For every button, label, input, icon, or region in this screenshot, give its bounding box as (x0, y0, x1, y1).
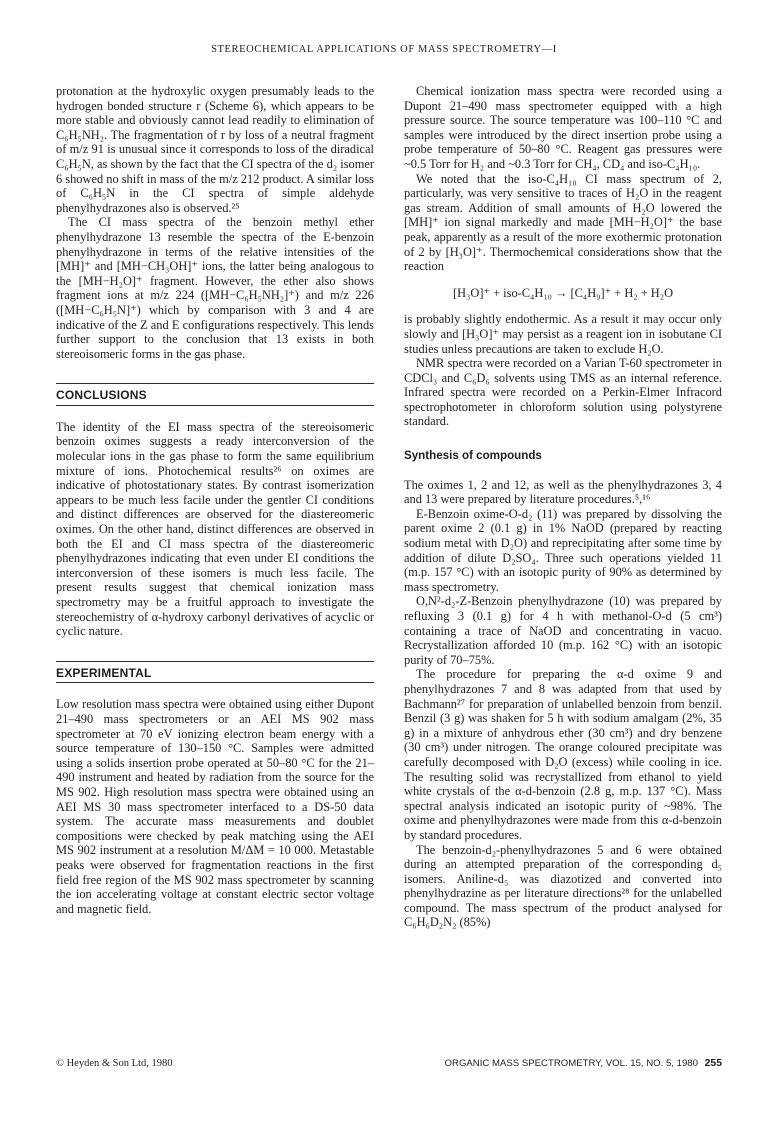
reaction-equation: [H₃O]⁺ + iso-C₄H₁₀ → [C₄H₉]⁺ + H₂ + H₂O (452, 285, 674, 300)
copyright-footer: © Heyden & Son Ltd, 1980 (56, 1058, 173, 1069)
journal-citation: ORGANIC MASS SPECTROMETRY, VOL. 15, NO. 5, 1980 (444, 1058, 698, 1069)
conclusions-heading: CONCLUSIONS (56, 388, 147, 403)
running-head: STEREOCHEMICAL APPLICATIONS OF MASS SPECTROMETRY—I (211, 44, 557, 55)
section-rule (56, 383, 374, 384)
heading-rule (56, 405, 374, 406)
body-paragraph: NMR spectra were recorded on a Varian T-60 spectrometer in CDCl₃ and C₆D₆ solvents using TMS as an internal reference. Infrared spectra were recorded on a Perkin-Elmer Infracord spectrophotometer in chloroform solution using polystyrene standard. (404, 356, 722, 429)
body-paragraph: protonation at the hydroxylic oxygen presumably leads to the hydrogen bonded structure r (Scheme 6), which appears to be more stable and obviously cannot lead readily to elimination of C₆H₅NH₂. The fragmentation of r by loss of a neutral fragment of m/z 91 is unusual since it corresponds to loss of the diradical C₆H₅N, as shown by the fact that the CI spectra of the d₂ isomer 6 showed no shift in mass of the m/z 212 product. A similar loss of C₆H₅N in the CI spectra of simple aldehyde phenylhydrazones also is observed.²⁵ (56, 84, 375, 215)
body-paragraph: Chemical ionization mass spectra were recorded using a Dupont 21–490 mass spectrometer equipped with a high pressure source. The source temperature was 100–110 °C and samples were introduced by the direct insertion probe using a probe temperature of 50–80 °C. Reagent gas pressures were ~0.5 Torr for H₂ and ~0.3 Torr for CH₄, CD₄ and iso-C₄H₁₀. (404, 84, 722, 171)
left-column (56, 84, 374, 916)
body-paragraph: E-Benzoin oxime-O-d₂ (11) was prepared by dissolving the parent oxime 2 (0.1 g) in 1% NaOD (prepared by reacting sodium metal with D₂O) and reprecipitating after some time by addition of dilute D₂SO₄. Three such operations yielded 11 (m.p. 157 °C) with an isotopic purity of 90% as determined by mass spectrometry. (404, 506, 722, 594)
journal-footer (404, 1058, 722, 1069)
body-paragraph: The procedure for preparing the α-d oxime 9 and phenylhydrazones 7 and 8 was adapted from that used by Bachmann²⁷ for preparation of unlabelled benzoin from benzil. Benzil (3 g) was shaken for 5 h with sodium amalgam (2%, 35 g) in a mixture of anhydrous ether (30 cm³) and dry benzene (30 cm³) under nitrogen. The orange coloured precipitate was carefully decomposed with D₂O (excess) while cooling in ice. The resulting solid was recrystallized from ethanol to yield white crystals of the α-d-benzoin (2.8 g, m.p. 137 °C). Mass spectral analysis indicated an isotopic purity of ~98%. The oxime and phenylhydrazones were made from this α-d-benzoin by standard procedures. (404, 667, 722, 842)
body-paragraph: is probably slightly endothermic. As a result it may occur only slowly and [H₃O]⁺ may persist as a reagent ion in isobutane CI studies unless precautions are taken to exclude H₂O. (404, 312, 722, 356)
body-paragraph: We noted that the iso-C₄H₁₀ CI mass spectrum of 2, particularly, was very sensitive to traces of H₂O in the reagent gas stream. Addition of small amounts of H₂O lowered the [MH]⁺ ion signal markedly and made [MH−H₂O]⁺ the base peak, apparently as a result of the more exothermic protonation of 2 by [H₃O]⁺. Thermochemical considerations show that the reaction (404, 171, 722, 274)
body-paragraph: O,N²-d₂-Z-Benzoin phenylhydrazone (10) was prepared by refluxing 3 (0.1 g) for 4 h with methanol-O-d (5 cm³) containing a trace of NaOD and concentrating in vacuo. Recrystallization afforded 10 (m.p. 162 °C) with an isotopic purity of 70–75%. (404, 594, 722, 667)
body-paragraph: The CI mass spectra of the benzoin methyl ether phenylhydrazone 13 resemble the spectra of the E-benzoin phenylhydrazone in terms of the relative intensities of the [MH]⁺ and [MH−CH₃OH]⁺ ions, the latter being analogous to the [MH−H₂O]⁺ fragment. However, the ether also shows fragment ions at m/z 224 ([MH−C₆H₅NH₂]⁺) and m/z 226 ([MH−C₆H₅N]⁺) which by comparison with 3 and 4 are indicative of the Z and E configurations respectively. This lends further support to the conclusion that 13 exists in both stereoisomeric forms in the gas phase. (56, 215, 374, 361)
body-paragraph: The benzoin-d₂-phenylhydrazones 5 and 6 were obtained during an attempted preparation of the corresponding d₅ isomers. Aniline-d₅ was diazotized and converted into phenylhydrazine as per literature directions²⁸ for the unlabelled compound. The mass spectrum of the product analysed for C₆H₆D₂N₂ (85%) (404, 842, 722, 930)
section-rule (56, 661, 374, 662)
body-paragraph: The oximes 1, 2 and 12, as well as the phenylhydrazones 3, 4 and 13 were prepared by literature procedures.⁵,¹⁶ (404, 477, 722, 507)
page-number: 255 (704, 1058, 722, 1069)
experimental-heading: EXPERIMENTAL (56, 665, 152, 680)
right-column (404, 84, 722, 930)
experimental-paragraph: Low resolution mass spectra were obtained using either Dupont 21–490 mass spectrometers or an AEI MS 902 mass spectrometer at 70 eV ionizing electron beam energy with a source temperature of 130–150 °C. Samples were admitted using a solids insertion probe operated at 50–80 °C for the 21–490 instrument and heated by radiation from the source for the MS 902. High resolution mass spectra were obtained using an AEI MS 30 mass spectrometer interfaced to a DS-50 data system. The accurate mass measurements and doublet compositions were checked by peak matching using the AEI MS 902 instrument at a resolution M/ΔM = 10 000. Metastable peaks were observed for fragmentation reactions in the first field free region of the MS 902 mass spectrometer by scanning the ion accelerating voltage at constant electric sector voltage and magnetic field. (56, 697, 374, 916)
heading-rule (56, 682, 374, 683)
conclusions-paragraph: The identity of the EI mass spectra of the stereoisomeric benzoin oximes suggests a ready interconversion of the molecular ions in the gas phase to form the same equilibrium mixture of ions. Photochemical results²⁶ on oximes are indicative of photostationary states. By contrast isomerization appears to be much less facile under the gentler CI conditions and distinct differences are observed for the diastereomeric oximes. On the other hand, distinct differences are observed in both the EI and CI mass spectra of the diastereomeric phenylhydrazones indicating that even under EI conditions the interconversion of these isomers is much less facile. The present results suggest that chemical ionization mass spectrometry may be a fruitful approach to investigate the stereochemistry of α-hydroxy carbonyl derivatives of acyclic or cyclic nature. (56, 419, 374, 639)
synthesis-heading: Synthesis of compounds (404, 449, 542, 463)
